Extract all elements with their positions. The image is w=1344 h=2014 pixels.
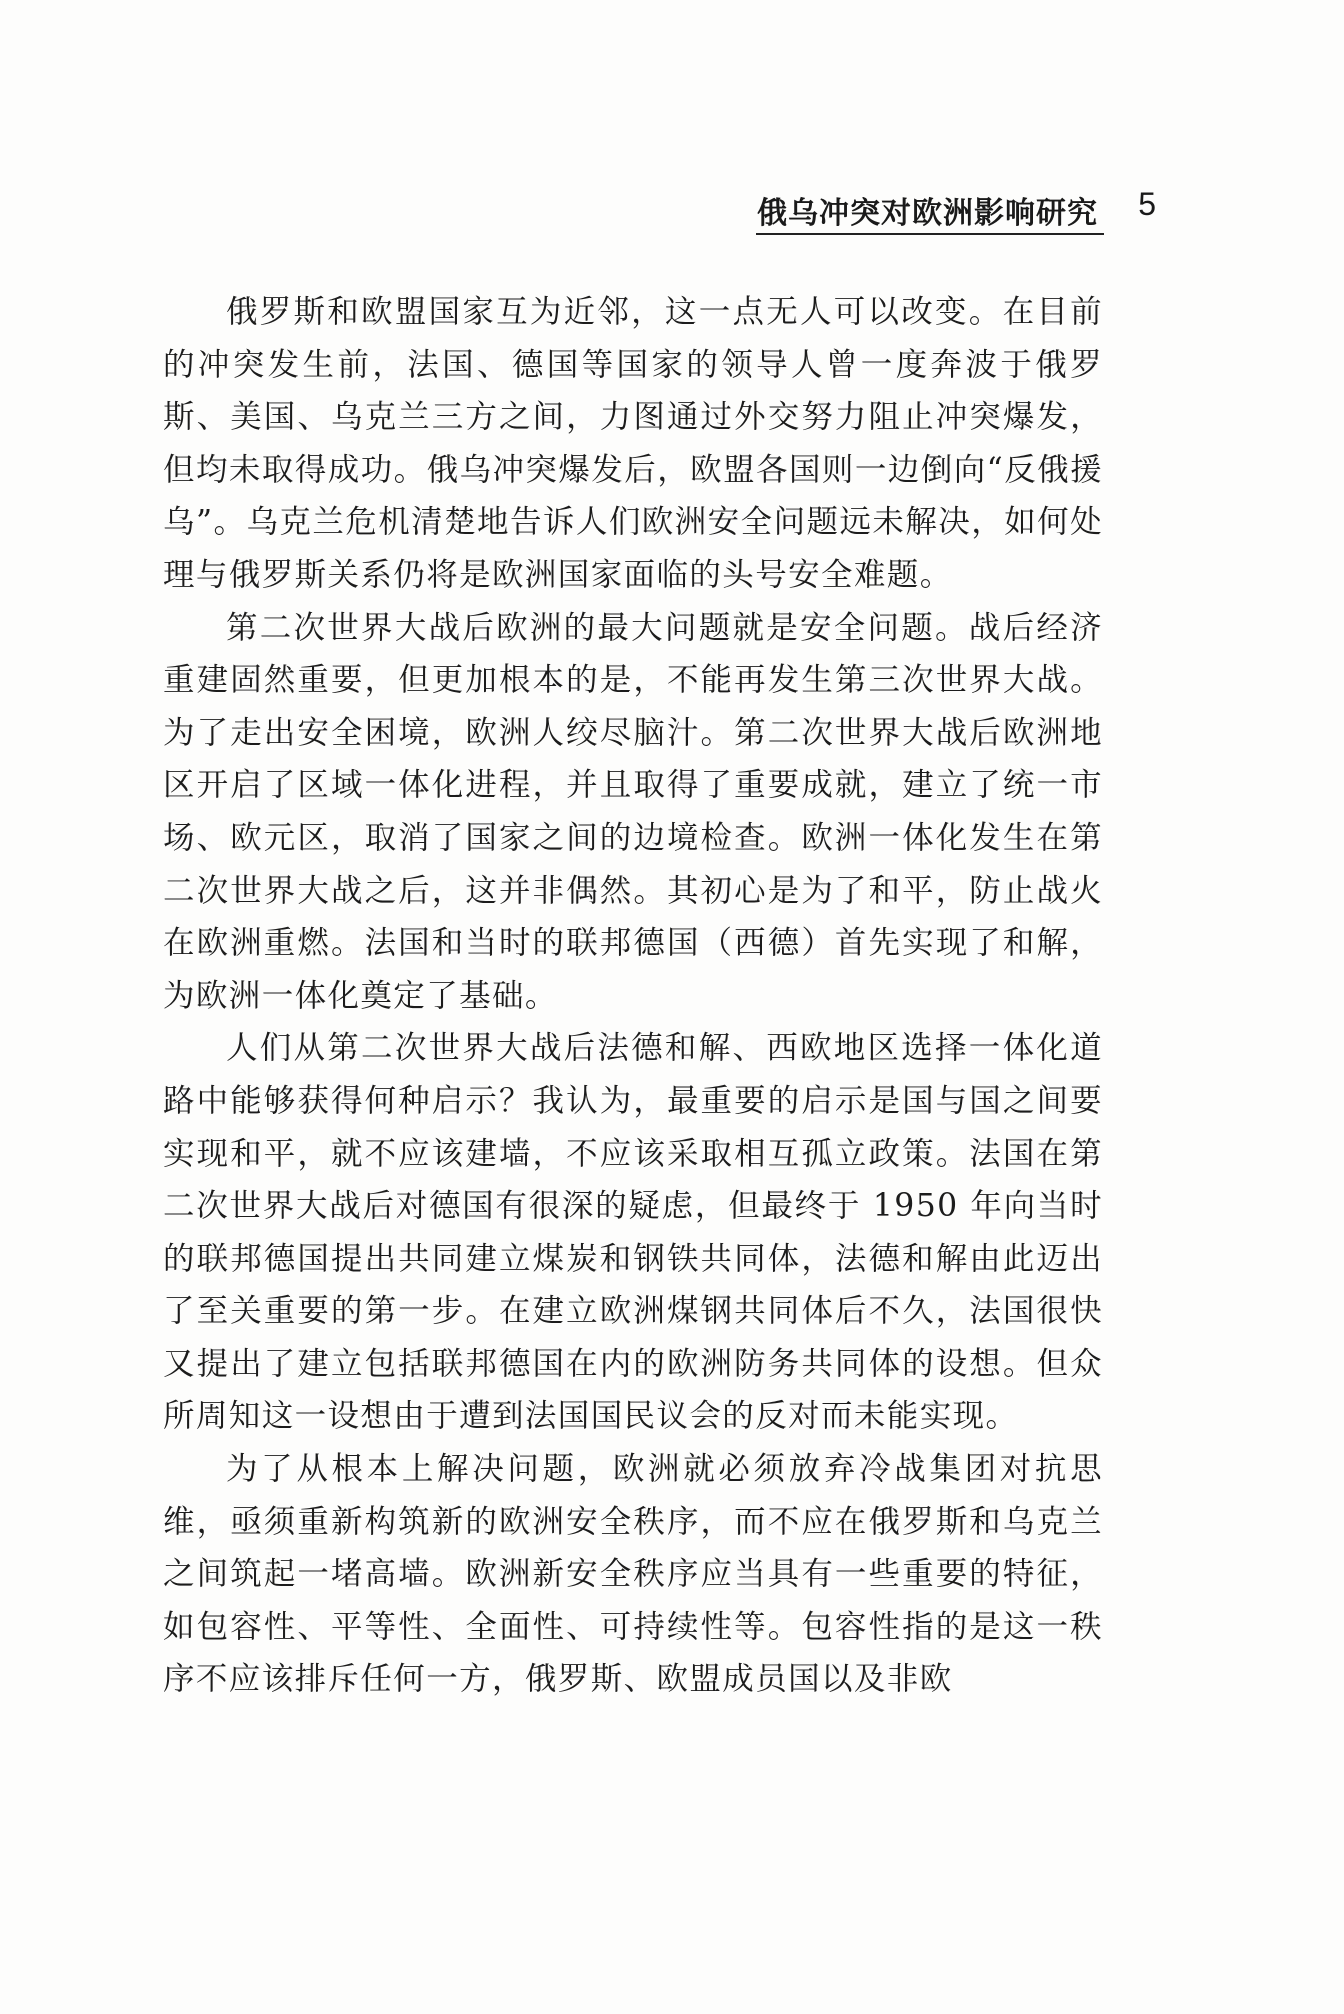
page-number: 5	[1138, 186, 1156, 222]
paragraph: 人们从第二次世界大战后法德和解、西欧地区选择一体化道路中能够获得何种启示？我认为，最重要的启示是国与国之间要实现和平，就不应该建墙，不应该采取相互孤立政策。法国在第二次世界大战后对德国有很深的疑虑，但最终于 1950 年向当时的联邦德国提出共同建立煤炭和钢铁共同体，法德和解由此迈出了至关重要的第一步。在建立欧洲煤钢共同体后不久，法国很快又提出了建立包括联邦德国在内的欧洲防务共同体的设想。但众所周知这一设想由于遭到法国国民议会的反对而未能实现。	[163, 1030, 1103, 1435]
header-rule	[756, 233, 1104, 235]
body-text	[163, 286, 1103, 1706]
paragraph: 俄罗斯和欧盟国家互为近邻，这一点无人可以改变。在目前的冲突发生前，法国、德国等国家的领导人曾一度奔波于俄罗斯、美国、乌克兰三方之间，力图通过外交努力阻止冲突爆发，但均未取得成功。俄乌冲突爆发后，欧盟各国则一边倒向“反俄援乌”。乌克兰危机清楚地告诉人们欧洲安全问题远未解决，如何处理与俄罗斯关系仍将是欧洲国家面临的头号安全难题。	[163, 294, 1103, 593]
paragraph: 为了从根本上解决问题，欧洲就必须放弃冷战集团对抗思维，亟须重新构筑新的欧洲安全秩序，而不应在俄罗斯和乌克兰之间筑起一堵高墙。欧洲新安全秩序应当具有一些重要的特征，如包容性、平等性、全面性、可持续性等。包容性指的是这一秩序不应该排斥任何一方，俄罗斯、欧盟成员国以及非欧	[163, 1451, 1103, 1698]
running-title: 俄乌冲突对欧洲影响研究	[757, 196, 1098, 231]
running-header	[756, 180, 1156, 240]
paragraph: 第二次世界大战后欧洲的最大问题就是安全问题。战后经济重建固然重要，但更加根本的是，不能再发生第三次世界大战。为了走出安全困境，欧洲人绞尽脑汁。第二次世界大战后欧洲地区开启了区域一体化进程，并且取得了重要成就，建立了统一市场、欧元区，取消了国家之间的边境检查。欧洲一体化发生在第二次世界大战之后，这并非偶然。其初心是为了和平，防止战火在欧洲重燃。法国和当时的联邦德国（西德）首先实现了和解，为欧洲一体化奠定了基础。	[163, 609, 1103, 1014]
